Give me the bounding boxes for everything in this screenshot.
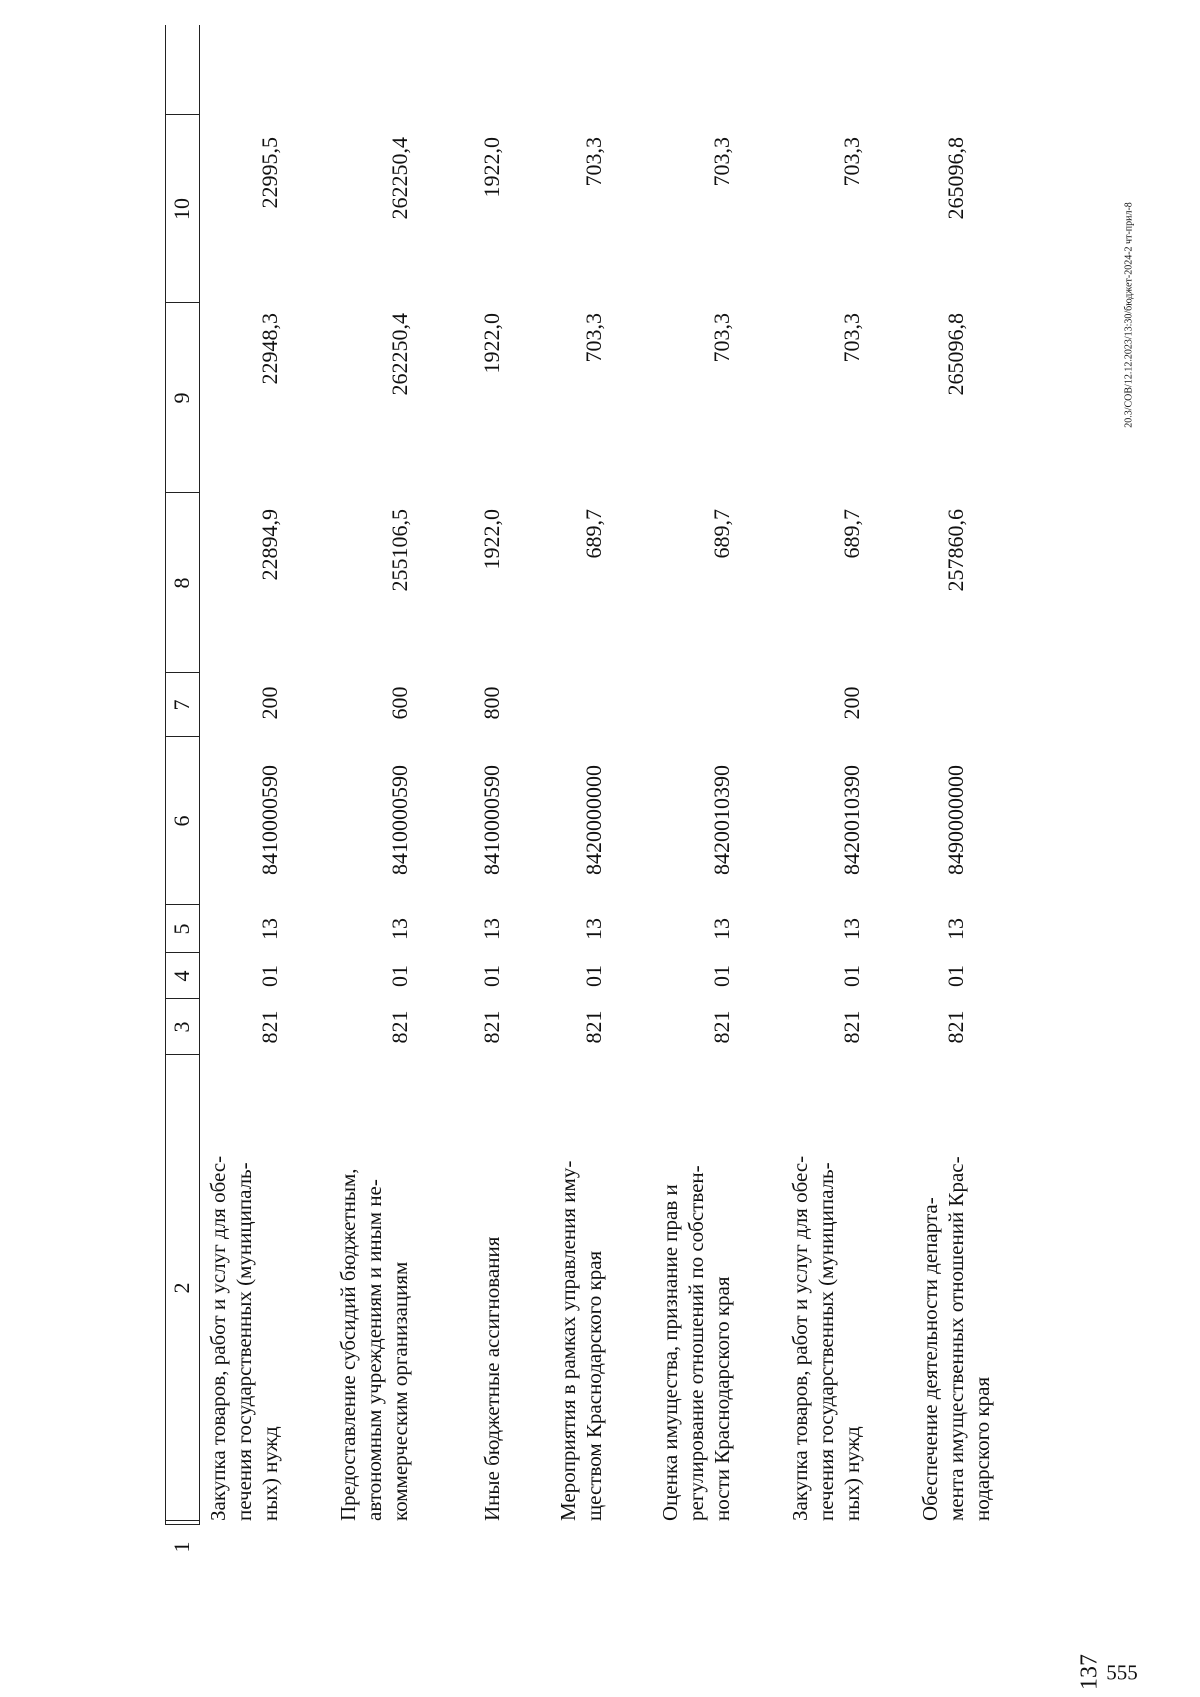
- row-description-line: Закупка товаров, работ и услуг для обес-: [788, 1155, 812, 1521]
- cell-col-8: 257860,6: [943, 509, 968, 592]
- row-description-line: Мероприятия в рамках управления иму-: [556, 1160, 580, 1521]
- row-description-line: печения государственных (муниципаль-: [814, 1162, 838, 1521]
- row-description: [555, 1073, 607, 1521]
- row-description-line: Закупка товаров, работ и услуг для обес-: [206, 1155, 230, 1521]
- cell-col-8: 689,7: [839, 509, 864, 559]
- row-description-line: Иные бюджетные ассигнования: [480, 1236, 504, 1521]
- header-col-4: 4: [169, 970, 194, 982]
- cell-col-7: 600: [387, 686, 412, 720]
- cell-col-3: 821: [479, 1010, 504, 1044]
- cell-col-6: 8410000590: [257, 765, 282, 875]
- cell-col-8: 1922,0: [479, 509, 504, 570]
- cell-col-3: 821: [387, 1010, 412, 1044]
- cell-col-8: 22894,9: [257, 509, 282, 581]
- cell-col-5: 13: [581, 918, 606, 940]
- cell-col-3: 821: [943, 1010, 968, 1044]
- header-col-1: 1: [169, 1541, 194, 1553]
- row-description-line: коммерческим организациям: [388, 1261, 412, 1521]
- row-description-line: ных) нужд: [258, 1426, 282, 1521]
- cell-col-3: 821: [581, 1010, 606, 1044]
- row-description-line: мента имущественных отношений Крас-: [944, 1156, 968, 1521]
- cell-col-10: 262250,4: [387, 137, 412, 220]
- cell-col-5: 13: [257, 918, 282, 940]
- cell-col-4: 01: [581, 965, 606, 987]
- cell-col-7: 800: [479, 686, 504, 720]
- cell-col-7: 200: [257, 686, 282, 720]
- cell-col-10: 1922,0: [479, 137, 504, 198]
- footer-code-text: 20.3/СОВ/12.12.2023/13:30/бюджет-2024-2 чт-прил-8: [1123, 202, 1135, 428]
- row-description-line: регулирование отношений по собствен-: [684, 1165, 708, 1521]
- cell-col-5: 13: [479, 918, 504, 940]
- cell-col-6: 8420010390: [839, 765, 864, 875]
- cell-col-6: 8410000590: [479, 765, 504, 875]
- cell-col-10: 265096,8: [943, 137, 968, 220]
- cell-col-9: 703,3: [839, 313, 864, 363]
- cell-col-9: 265096,8: [943, 313, 968, 396]
- row-description-line: Обеспечение деятельности департа-: [918, 1197, 942, 1521]
- cell-col-3: 821: [839, 1010, 864, 1044]
- cell-col-6: 8410000590: [387, 765, 412, 875]
- cell-col-4: 01: [943, 965, 968, 987]
- cell-col-9: 703,3: [581, 313, 606, 363]
- cell-col-4: 01: [257, 965, 282, 987]
- row-description-line: Предоставление субсидий бюджетным,: [336, 1168, 360, 1521]
- row-description: [787, 1073, 865, 1521]
- cell-col-5: 13: [387, 918, 412, 940]
- row-description: [205, 1073, 283, 1521]
- cell-col-8: 255106,5: [387, 509, 412, 592]
- page-number-text: 137: [1076, 1654, 1103, 1690]
- cell-col-10: 703,3: [581, 137, 606, 187]
- cell-col-9: 1922,0: [479, 313, 504, 374]
- cell-col-5: 13: [709, 918, 734, 940]
- cell-col-10: 22995,5: [257, 137, 282, 209]
- cell-col-4: 01: [387, 965, 412, 987]
- row-description: [657, 1073, 735, 1521]
- row-description-line: нодарского края: [970, 1376, 994, 1521]
- cell-col-10: 703,3: [709, 137, 734, 187]
- cell-col-9: 703,3: [709, 313, 734, 363]
- header-bottom-border: [199, 25, 200, 1525]
- cell-col-5: 13: [943, 918, 968, 940]
- cell-col-8: 689,7: [709, 509, 734, 559]
- cell-col-4: 01: [479, 965, 504, 987]
- header-col-8: 8: [169, 577, 194, 589]
- row-description-line: печения государственных (муниципаль-: [232, 1162, 256, 1521]
- cell-col-6: 8420010390: [709, 765, 734, 875]
- cell-col-9: 262250,4: [387, 313, 412, 396]
- row-description: [917, 1073, 995, 1521]
- header-col-6: 6: [169, 815, 194, 827]
- cell-col-10: 703,3: [839, 137, 864, 187]
- cell-col-9: 22948,3: [257, 313, 282, 385]
- header-col-9: 9: [169, 392, 194, 404]
- row-description-line: ществом Краснодарского края: [582, 1250, 606, 1521]
- rotated-table: [165, 25, 1175, 1553]
- row-description-line: ных) нужд: [840, 1426, 864, 1521]
- header-col-2: 2: [169, 1282, 194, 1294]
- header-col-7: 7: [169, 699, 194, 711]
- header-col-10: 10: [169, 198, 194, 220]
- header-col-3: 3: [169, 1021, 194, 1033]
- row-description: [335, 1073, 413, 1521]
- row-description: [479, 1073, 505, 1521]
- row-description-line: ности Краснодарского края: [710, 1276, 734, 1521]
- cell-col-6: 8490000000: [943, 765, 968, 875]
- cell-col-4: 01: [839, 965, 864, 987]
- cell-col-6: 8420000000: [581, 765, 606, 875]
- cell-col-8: 689,7: [581, 509, 606, 559]
- row-description-line: Оценка имущества, признание прав и: [658, 1184, 682, 1521]
- row-description-line: автономным учреждениям и иным не-: [362, 1179, 386, 1521]
- cell-col-5: 13: [839, 918, 864, 940]
- cell-col-3: 821: [257, 1010, 282, 1044]
- header-col-5: 5: [169, 923, 194, 935]
- sheet-number-text: 555: [1106, 1660, 1138, 1685]
- cell-col-3: 821: [709, 1010, 734, 1044]
- cell-col-4: 01: [709, 965, 734, 987]
- cell-col-7: 200: [839, 686, 864, 720]
